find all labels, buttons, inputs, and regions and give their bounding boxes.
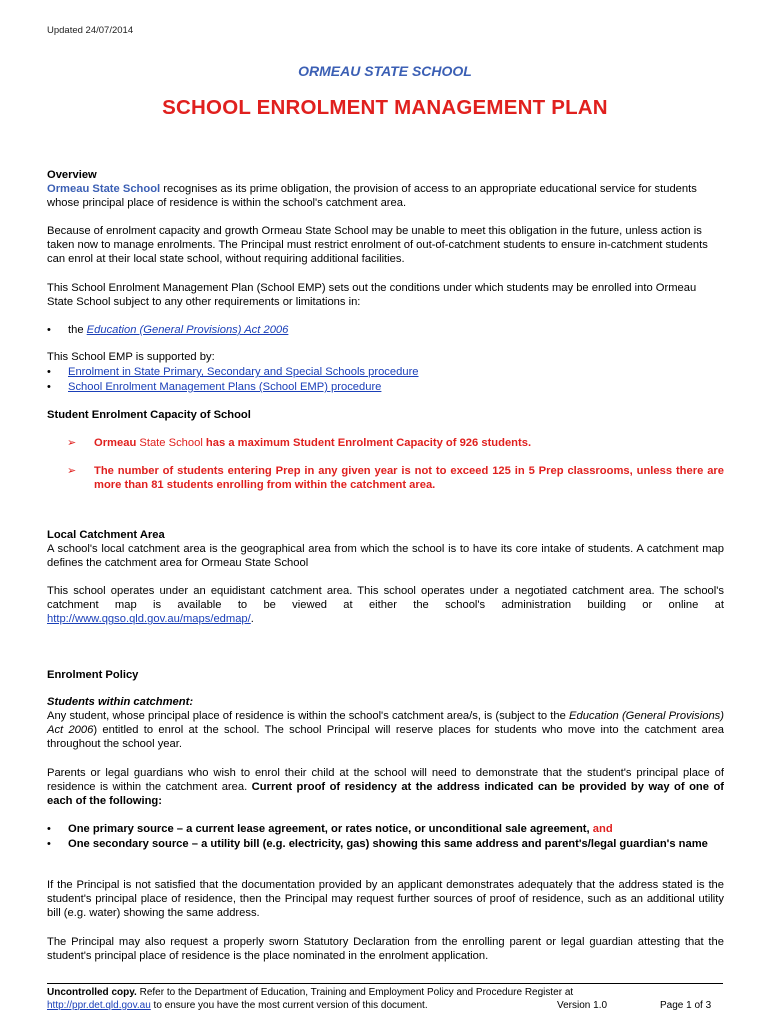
primary-source-and: and [592,823,613,835]
act-prefix: the [68,324,87,336]
overview-paragraph-1-text: recognises as its prime obligation, the provision of access to an appropriate educational service for students whose principal place of residence is within the school's catchment area. [47,183,697,210]
policy-paragraph-2-start: Parents or legal guardians who wish to enrol their child at the school will need to demonstrate that the student's principal place of residence is within the catchment area. [47,767,724,794]
policy-paragraph-1-start: Any student, whose principal place of residence is within the school's catchment area/s, is (subject to the [47,710,570,722]
arrow-bullet-icon: ➢ [67,465,77,477]
ppr-link[interactable]: http://ppr.det.qld.gov.au [47,1000,151,1011]
list-item [47,380,724,395]
overview-paragraph-1 [47,182,724,210]
primary-source-text: One primary source – a current lease agreement, or rates notice, or unconditional sale agreement, [68,823,593,835]
procedure-link-emp[interactable]: School Enrolment Management Plans (School EMP) procedure [68,381,382,393]
catchment-paragraph-1: A school's local catchment area is the geographical area from which the school is to have its core intake of students. A catchment map defines the catchment area for Ormeau State School [47,543,724,570]
list-item [47,822,724,837]
footer-line-2-text: to ensure you have the most current version of this document. [150,1000,428,1011]
catchment-paragraph-2 [47,584,724,627]
footer-line-1 [47,986,723,999]
policy-paragraph-3: If the Principal is not satisfied that the documentation provided by an applicant demonstrates adequately that the address stated is the student's principal place of residence, then the Principal may request further sources of proof of residence, such as an additional utility bill (e.g. water) showing the same address. [47,879,724,920]
page-number: Page 1 of 3 [660,1000,712,1011]
footer-line-1-text: Refer to the Department of Education, Training and Employment Policy and Procedure Register at [136,987,574,998]
capacity-item-2-text: The number of students entering Prep in any given year is not to exceed 125 in 5 Prep classrooms, unless there are more than 81 students enrolling from within the catchment area. [94,465,724,492]
secondary-source-text: One secondary source – a utility bill (e.g. electricity, gas) showing this same address and parent's/legal guardian's name [68,838,708,850]
overview-paragraph-3: This School Enrolment Management Plan (School EMP) sets out the conditions under which students may be enrolled into Ormeau State School subject to any other requirements or limitations in: [47,282,697,309]
uncontrolled-copy-label: Uncontrolled copy. [47,987,137,998]
policy-heading: Enrolment Policy [47,669,139,681]
capacity-school-plain: State School [136,437,203,449]
school-name-heading: ORMEAU STATE SCHOOL [298,63,472,79]
arrow-bullet-icon: ➢ [67,437,77,449]
capacity-heading: Student Enrolment Capacity of School [47,409,251,421]
catchment-heading: Local Catchment Area [47,529,165,541]
bullet-icon: • [47,381,51,393]
policy-act-reference: Education (General Provisions) Act 2006 [47,710,724,737]
bullet-icon: • [47,823,51,835]
capacity-item-1 [47,436,724,451]
policy-paragraph-2-bold: Current proof of residency at the address indicated can be provided by way of one of each of the following: [47,781,724,808]
catchment-paragraph-2-end: . [250,613,254,626]
bullet-icon: • [47,366,51,378]
policy-paragraph-2 [47,766,724,809]
overview-paragraph-2: Because of enrolment capacity and growth Ormeau State School may be unable to meet this obligation in the future, unless action is taken now to manage enrolments. The Principal must restrict enrolment of out-of-catchment students to ensure in-catchment students can enrol at their local state school, without requiring additional facilities. [47,225,708,266]
bullet-icon: • [47,838,51,850]
supported-by-text: This School EMP is supported by: [47,351,215,363]
catchment-map-link[interactable]: http://www.qgso.qld.gov.au/maps/edmap/ [47,613,251,626]
capacity-item-2 [47,464,724,494]
footer-line-2 [47,999,723,1012]
procedure-link-enrolment[interactable]: Enrolment in State Primary, Secondary and Special Schools procedure [68,366,419,378]
list-item [47,365,724,380]
catchment-paragraph-2-text: This school operates under an equidistant catchment area. This school operates under a negotiated catchment area. The school's catchment map is available to be viewed at either the school's administration building or online at [47,585,724,612]
capacity-item-1-text: has a maximum Student Enrolment Capacity of 926 students. [202,437,532,449]
footer-divider [47,983,723,984]
bullet-icon: • [47,324,51,336]
updated-date: Updated 24/07/2014 [47,25,134,36]
policy-paragraph-1 [47,709,724,752]
overview-heading: Overview [47,169,97,181]
document-version: Version 1.0 [557,1000,608,1011]
school-name-inline: Ormeau State School [47,183,161,195]
within-catchment-subheading: Students within catchment: [47,696,194,708]
capacity-school-bold: Ormeau [94,437,137,449]
act-list-item [47,323,724,338]
policy-paragraph-1-end: ) entitled to enrol at the school. The school Principal will reserve places for students who move into the catchment area throughout the school year. [47,724,724,751]
page-title: SCHOOL ENROLMENT MANAGEMENT PLAN [162,96,608,119]
act-link[interactable]: Education (General Provisions) Act 2006 [86,324,289,336]
list-item [47,837,724,867]
policy-paragraph-4: The Principal may also request a properly sworn Statutory Declaration from the enrolling parent or legal guardian attesting that the student's principal place of residence is the place nominated in the enrolment application. [47,936,724,963]
